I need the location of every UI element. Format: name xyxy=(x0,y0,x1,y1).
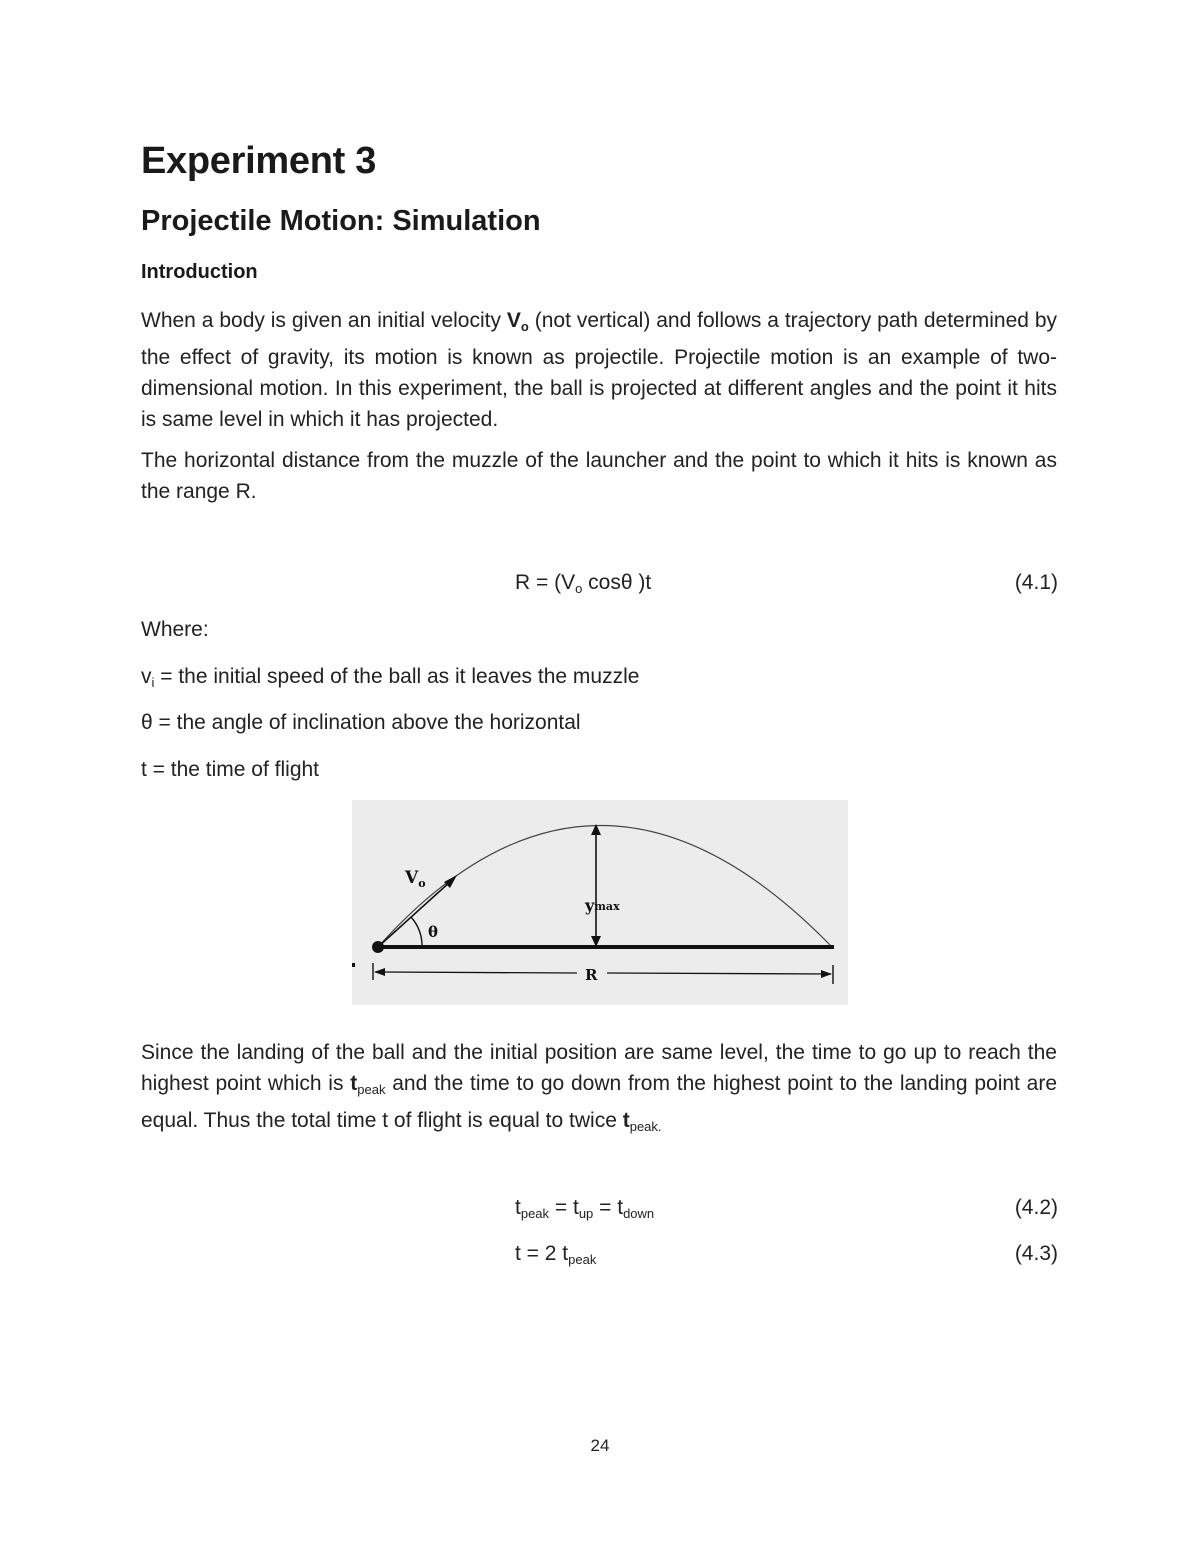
definition-vi: $v_i$ = the initial speed of the ball as it leaves the muzzle xyxy=(141,665,640,690)
equation-4-3: t = 2 $t_{peak}$ xyxy=(515,1242,597,1267)
intro-paragraph-2: The horizontal distance from the muzzle of the launcher and the point to which it hits is known as the range R. xyxy=(141,449,1057,503)
equation-number: (4.3) xyxy=(1014,1242,1058,1265)
equation-4-1: $R = (V_o$ cosθ )t xyxy=(515,571,652,596)
v0-label: $V_o$ xyxy=(405,868,426,890)
range-label: R xyxy=(585,966,598,984)
theta-label: θ xyxy=(428,923,439,941)
where-label: Where: xyxy=(141,618,209,641)
equation-4-2: $t_{peak} = t_{up} = t_{down}$ xyxy=(515,1196,655,1221)
equation-number: (4.2) xyxy=(1014,1196,1058,1219)
intro-paragraph-1: When a body is given an initial velocity $V_o$ (not vertical) and follows a trajectory path determined by the effect of gravity, its motion is known as projectile. Projectile motion is an example of two-dimensional motion. In this experiment, the ball is projected at different angles and the point it hits is same level in which it has projected. xyxy=(141,309,1057,431)
page-title: Experiment 3 xyxy=(141,140,377,182)
page-number: 24 xyxy=(590,1436,610,1455)
trajectory-figure xyxy=(352,800,848,1005)
definition-t: t = the time of flight xyxy=(141,758,320,781)
definition-theta: θ = the angle of inclination above the horizontal xyxy=(141,711,581,734)
timing-paragraph: Since the landing of the ball and the initial position are same level, the time to go up to reach the highest point which is $t_{peak}$ and the time to go down from the highest point to the landing point are equal. Thus the total time t of flight is equal to twice $t_{peak.}$ xyxy=(141,1041,1058,1134)
section-heading: Introduction xyxy=(141,261,258,283)
page-subtitle: Projectile Motion: Simulation xyxy=(141,205,541,237)
equation-number: (4.1) xyxy=(1014,571,1058,594)
ymax-label: ymax xyxy=(585,896,620,915)
edge-mark xyxy=(352,963,355,967)
